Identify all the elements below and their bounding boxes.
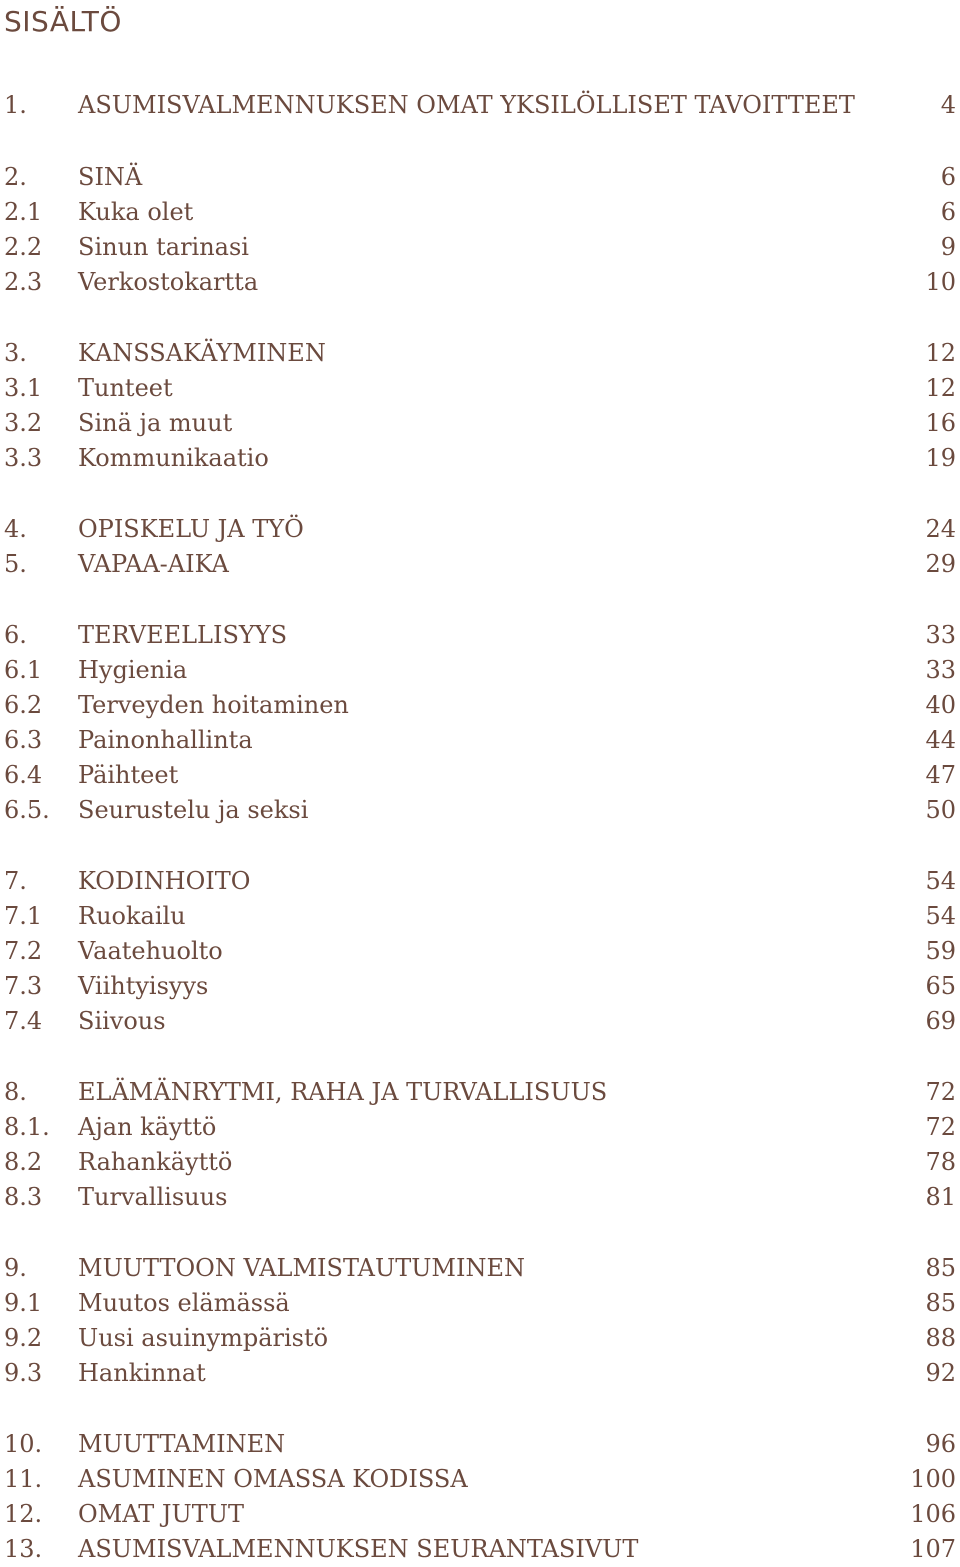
toc-entry-label: Kommunikaatio xyxy=(78,444,269,472)
toc-entry-label: KODINHOITO xyxy=(78,867,251,895)
toc-entry xyxy=(0,195,960,230)
toc-entry-page: 85 xyxy=(925,1254,956,1282)
toc-entry-page: 19 xyxy=(925,444,956,472)
toc-entry-label: Ruokailu xyxy=(78,902,186,930)
page-title: SISÄLTÖ xyxy=(4,5,122,38)
toc-entry-page: 92 xyxy=(925,1359,956,1387)
toc-entry-label: Hankinnat xyxy=(78,1359,206,1387)
toc-entry xyxy=(0,1427,960,1462)
toc-entry-page: 54 xyxy=(925,867,956,895)
toc-entry-number: 13. xyxy=(4,1535,43,1563)
toc-entry-label: Hygienia xyxy=(78,656,188,684)
toc-entry xyxy=(0,441,960,476)
toc-entry-label: Painonhallinta xyxy=(78,726,253,754)
toc-entry xyxy=(0,758,960,793)
toc-entry-label: Sinun tarinasi xyxy=(78,233,249,261)
toc-entry-number: 7.1 xyxy=(4,902,43,930)
toc-entry-number: 7.4 xyxy=(4,1007,43,1035)
toc-entry-number: 3. xyxy=(4,339,27,367)
toc-entry-page: 12 xyxy=(925,339,956,367)
toc-entry-label: Rahankäyttö xyxy=(78,1148,233,1176)
toc-entry-label: KANSSAKÄYMINEN xyxy=(78,339,326,367)
toc-entry-label: ASUMISVALMENNUKSEN OMAT YKSILÖLLISET TAVOITTEET xyxy=(78,91,855,119)
toc-entry xyxy=(0,230,960,265)
toc-entry-page: 100 xyxy=(910,1465,956,1493)
toc-entry-page: 16 xyxy=(925,409,956,437)
toc-entry-number: 6.5. xyxy=(4,796,50,824)
toc-entry-number: 7. xyxy=(4,867,27,895)
toc-entry-number: 4. xyxy=(4,515,27,543)
toc-entry xyxy=(0,1462,960,1497)
toc-entry-label: TERVEELLISYYS xyxy=(78,621,288,649)
toc-entry-label: Terveyden hoitaminen xyxy=(78,691,349,719)
toc-entry-label: OMAT JUTUT xyxy=(78,1500,244,1528)
toc-entry-label: Seurustelu ja seksi xyxy=(78,796,309,824)
toc-entry-number: 6.1 xyxy=(4,656,43,684)
toc-entry-number: 3.1 xyxy=(4,374,43,402)
toc-entry xyxy=(0,1145,960,1180)
toc-entry-number: 2.1 xyxy=(4,198,43,226)
toc-entry xyxy=(0,618,960,653)
toc-entry-label: Verkostokartta xyxy=(78,268,259,296)
toc-entry-number: 5. xyxy=(4,550,27,578)
toc-entry-page: 24 xyxy=(925,515,956,543)
toc-entry-number: 11. xyxy=(4,1465,43,1493)
toc-entry-page: 69 xyxy=(925,1007,956,1035)
toc-entry xyxy=(0,1251,960,1286)
toc-entry xyxy=(0,793,960,828)
toc-entry-label: Kuka olet xyxy=(78,198,194,226)
toc-entry xyxy=(0,265,960,300)
toc-entry-page: 54 xyxy=(925,902,956,930)
toc-entry-number: 6.4 xyxy=(4,761,43,789)
toc-entry-number: 3.2 xyxy=(4,409,43,437)
toc-entry-number: 8. xyxy=(4,1078,27,1106)
toc-entry-page: 9 xyxy=(940,233,956,261)
toc-entry-page: 50 xyxy=(925,796,956,824)
toc-entry xyxy=(0,547,960,582)
toc-entry-label: Vaatehuolto xyxy=(78,937,223,965)
toc-entry-number: 7.3 xyxy=(4,972,43,1000)
toc-entry-label: Päihteet xyxy=(78,761,179,789)
toc-entry-number: 9. xyxy=(4,1254,27,1282)
toc-entry xyxy=(0,1286,960,1321)
toc-entry-label: ASUMISVALMENNUKSEN SEURANTASIVUT xyxy=(78,1535,639,1563)
toc-entry-page: 96 xyxy=(925,1430,956,1458)
toc-entry-number: 8.2 xyxy=(4,1148,43,1176)
toc-entry xyxy=(0,653,960,688)
toc-entry xyxy=(0,1180,960,1215)
toc-entry-page: 88 xyxy=(925,1324,956,1352)
toc-entry-number: 7.2 xyxy=(4,937,43,965)
toc-entry-number: 1. xyxy=(4,91,27,119)
toc-entry xyxy=(0,1110,960,1145)
toc-entry-page: 6 xyxy=(940,163,956,191)
toc-entry-page: 81 xyxy=(925,1183,956,1211)
toc-entry xyxy=(0,1075,960,1110)
toc-entry-number: 6. xyxy=(4,621,27,649)
toc-entry-page: 85 xyxy=(925,1289,956,1317)
toc-entry-page: 72 xyxy=(925,1078,956,1106)
toc-entry-page: 72 xyxy=(925,1113,956,1141)
toc-entry xyxy=(0,406,960,441)
toc-entry xyxy=(0,934,960,969)
toc-entry-label: MUUTTOON VALMISTAUTUMINEN xyxy=(78,1254,525,1282)
toc-entry-page: 47 xyxy=(925,761,956,789)
toc-entry-page: 106 xyxy=(910,1500,956,1528)
toc-entry-number: 2.2 xyxy=(4,233,43,261)
toc-entry-number: 3.3 xyxy=(4,444,43,472)
toc-entry-page: 44 xyxy=(925,726,956,754)
toc-entry-page: 6 xyxy=(940,198,956,226)
toc-entry-page: 33 xyxy=(925,656,956,684)
toc-entry-number: 9.3 xyxy=(4,1359,43,1387)
toc-entry-label: OPISKELU JA TYÖ xyxy=(78,515,304,543)
toc-entry-page: 59 xyxy=(925,937,956,965)
toc-entry xyxy=(0,1497,960,1532)
toc-entry-page: 33 xyxy=(925,621,956,649)
toc-entry xyxy=(0,512,960,547)
toc-entry-page: 107 xyxy=(910,1535,956,1563)
toc-entry-label: SINÄ xyxy=(78,163,143,191)
toc-entry-label: Viihtyisyys xyxy=(78,972,209,1000)
toc-entry xyxy=(0,336,960,371)
toc-entry-page: 4 xyxy=(940,91,956,119)
toc-entry-number: 6.3 xyxy=(4,726,43,754)
toc-entry-label: Uusi asuinympäristö xyxy=(78,1324,329,1352)
toc-entry-number: 10. xyxy=(4,1430,43,1458)
toc-entry-label: Siivous xyxy=(78,1007,166,1035)
toc-entry xyxy=(0,160,960,195)
toc-entry xyxy=(0,1321,960,1356)
toc-entry-number: 8.1. xyxy=(4,1113,50,1141)
toc-entry-page: 12 xyxy=(925,374,956,402)
toc-entry-number: 8.3 xyxy=(4,1183,43,1211)
toc-entry xyxy=(0,1532,960,1567)
toc-entry-label: ELÄMÄNRYTMI, RAHA JA TURVALLISUUS xyxy=(78,1078,608,1106)
toc-entry-label: Tunteet xyxy=(78,374,173,402)
toc-entry xyxy=(0,88,960,123)
toc-entry-label: VAPAA-AIKA xyxy=(78,550,229,578)
toc-entry-label: MUUTTAMINEN xyxy=(78,1430,286,1458)
toc-entry-number: 9.1 xyxy=(4,1289,43,1317)
toc-entry-page: 10 xyxy=(925,268,956,296)
toc-entry-number: 12. xyxy=(4,1500,43,1528)
toc-entry xyxy=(0,899,960,934)
toc-entry xyxy=(0,371,960,406)
toc-entry-number: 2.3 xyxy=(4,268,43,296)
toc-entry xyxy=(0,1356,960,1391)
toc-entry-page: 40 xyxy=(925,691,956,719)
toc-entry-label: Ajan käyttö xyxy=(78,1113,217,1141)
toc-entry-label: ASUMINEN OMASSA KODISSA xyxy=(78,1465,468,1493)
toc-entry xyxy=(0,1004,960,1039)
toc-entry-label: Sinä ja muut xyxy=(78,409,233,437)
toc-entry xyxy=(0,723,960,758)
toc-entry-page: 29 xyxy=(925,550,956,578)
toc-entry-page: 65 xyxy=(925,972,956,1000)
toc-entry-number: 6.2 xyxy=(4,691,43,719)
toc-entry xyxy=(0,864,960,899)
toc-entry xyxy=(0,969,960,1004)
toc-entry-number: 2. xyxy=(4,163,27,191)
toc-entry-number: 9.2 xyxy=(4,1324,43,1352)
toc-entry-page: 78 xyxy=(925,1148,956,1176)
toc-entry-label: Turvallisuus xyxy=(78,1183,228,1211)
toc-entry-label: Muutos elämässä xyxy=(78,1289,290,1317)
toc-entry xyxy=(0,688,960,723)
